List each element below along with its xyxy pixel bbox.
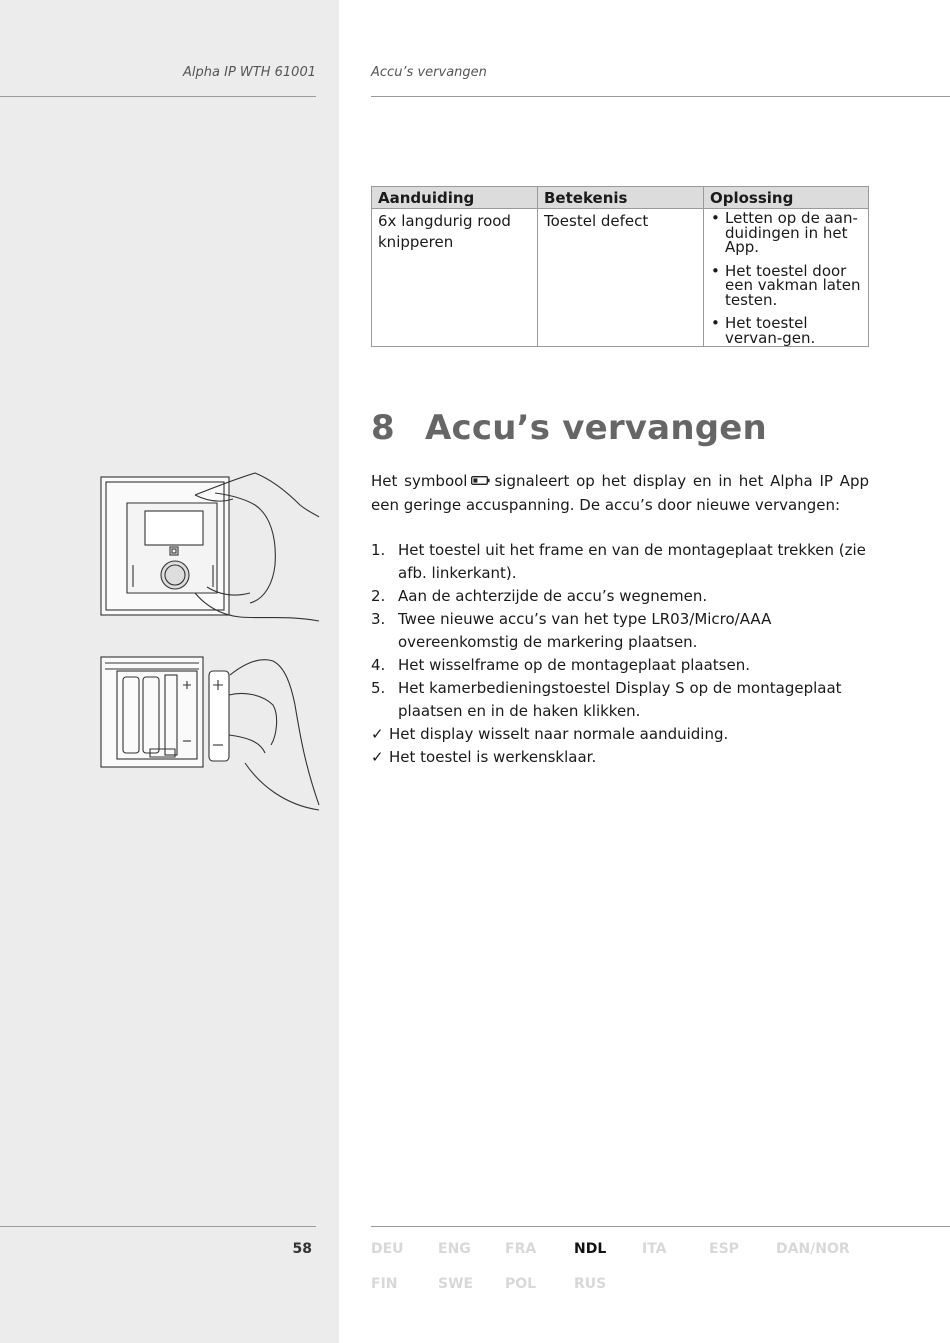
- result-text: Het toestel is werkensklaar.: [389, 748, 597, 766]
- table-header-meaning: Betekenis: [538, 187, 704, 209]
- lang-ndl[interactable]: NDL: [574, 1241, 607, 1257]
- lang-ita[interactable]: ITA: [642, 1241, 667, 1257]
- step-text: Twee nieuwe accu’s van het type LR03/Micro/AAA overeenkomstig de markering plaatsen.: [398, 610, 772, 651]
- intro-before: Het symbool: [371, 472, 468, 490]
- step-text: Het toestel uit het frame en van de montageplaat trekken (zie afb. linkerkant).: [398, 541, 866, 582]
- section-heading: [371, 408, 767, 448]
- page-number: 58: [292, 1241, 312, 1257]
- section-title: Accu’s vervangen: [425, 408, 767, 448]
- step-number: 5.: [371, 679, 386, 697]
- step-text: Het kamerbedieningstoestel Display S op de montageplaat plaatsen en in de haken klikken.: [398, 679, 842, 720]
- lang-dan-nor[interactable]: DAN/NOR: [776, 1241, 850, 1257]
- device-removal-illustration: [95, 465, 320, 630]
- lang-rus[interactable]: RUS: [574, 1276, 607, 1292]
- step-number: 3.: [371, 610, 386, 628]
- footer-rule-left: [0, 1226, 316, 1227]
- header-product: Alpha IP WTH 61001: [183, 65, 316, 80]
- cell-meaning: Toestel defect: [538, 209, 704, 347]
- step-number: 1.: [371, 541, 386, 559]
- header-section: Accu’s vervangen: [371, 65, 487, 80]
- battery-replacement-illustration: [95, 645, 320, 815]
- step-item: [371, 585, 869, 608]
- result-item: [371, 746, 869, 769]
- lang-fin[interactable]: FIN: [371, 1276, 398, 1292]
- table-header-indication: Aanduiding: [372, 187, 538, 209]
- step-item: [371, 539, 869, 585]
- header-rule-left: [0, 96, 316, 97]
- step-item: [371, 608, 869, 654]
- checkmark-icon: ✓: [371, 748, 384, 766]
- result-text: Het display wisselt naar normale aanduiding.: [389, 725, 729, 743]
- step-number: 4.: [371, 656, 386, 674]
- battery-low-icon: [471, 469, 490, 492]
- header-rule-right: [371, 96, 950, 97]
- table-row: [372, 209, 869, 347]
- lang-pol[interactable]: POL: [505, 1276, 537, 1292]
- footer-rule-right: [371, 1226, 950, 1227]
- solution-item: • Het toestel door een vakman laten testen.: [710, 264, 862, 308]
- solution-item: • Letten op de aan-duidingen in het App.: [710, 211, 862, 255]
- steps-list: [371, 539, 869, 769]
- step-item: [371, 677, 869, 723]
- cell-solutions: [704, 209, 869, 347]
- lang-swe[interactable]: SWE: [438, 1276, 474, 1292]
- indication-table: [371, 186, 869, 347]
- step-text: Aan de achterzijde de accu’s wegnemen.: [398, 587, 708, 605]
- result-item: [371, 723, 869, 746]
- checkmark-icon: ✓: [371, 725, 384, 743]
- section-number: 8: [371, 408, 395, 448]
- lang-fra[interactable]: FRA: [505, 1241, 537, 1257]
- solution-item: • Het toestel vervan-gen.: [710, 316, 862, 345]
- step-number: 2.: [371, 587, 386, 605]
- lang-eng[interactable]: ENG: [438, 1241, 471, 1257]
- cell-indication: 6x langdurig rood knipperen: [372, 209, 538, 347]
- lang-deu[interactable]: DEU: [371, 1241, 404, 1257]
- table-header-row: [372, 187, 869, 209]
- step-item: [371, 654, 869, 677]
- intro-after: signaleert op het display en in het Alpha IP App een geringe accuspanning. De accu’s door nieuwe vervangen:: [371, 472, 869, 514]
- table-header-solution: Oplossing: [704, 187, 869, 209]
- lang-esp[interactable]: ESP: [709, 1241, 739, 1257]
- intro-paragraph: [371, 469, 869, 517]
- step-text: Het wisselframe op de montageplaat plaatsen.: [398, 656, 750, 674]
